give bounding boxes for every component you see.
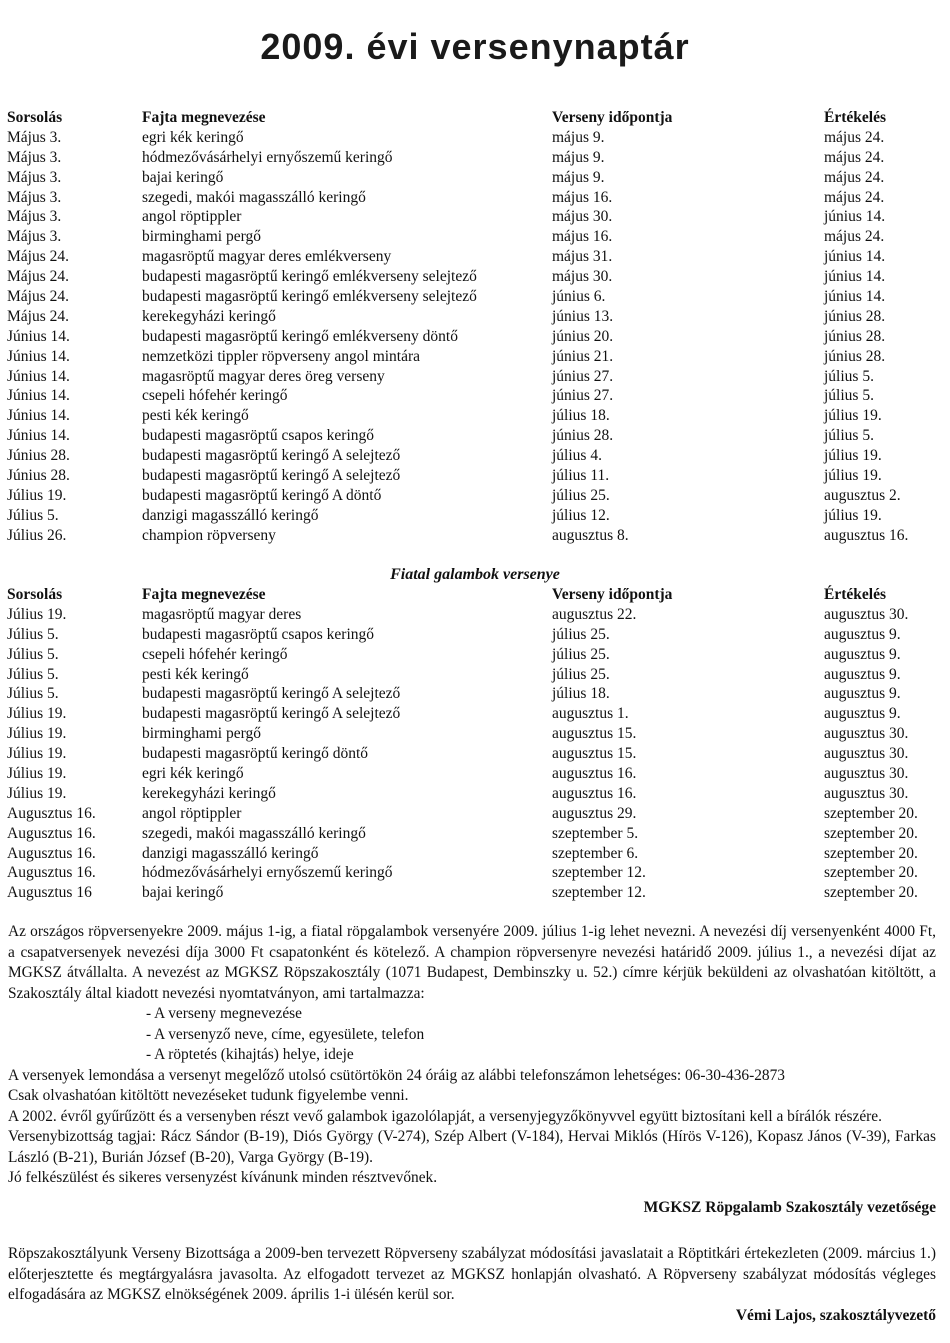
eval-date-cell: szeptember 20. [824, 884, 918, 902]
race-date-cell: augusztus 16. [552, 784, 637, 802]
eval-date-cell: június 14. [824, 268, 886, 286]
eval-date-cell: május 24. [824, 128, 885, 146]
race-date-cell: augusztus 1. [552, 705, 629, 723]
signature-board: MGKSZ Röpgalamb Szakosztály vezetősége [643, 1199, 936, 1216]
eval-date-cell: július 19. [824, 407, 882, 425]
table-row [0, 367, 950, 387]
race-date-cell: május 9. [552, 128, 605, 146]
eval-date-cell: június 28. [824, 347, 886, 365]
signature-leader: Vémi Lajos, szakosztályvezető [735, 1307, 936, 1324]
draw-date-cell: Június 14. [7, 427, 70, 445]
cancellation-paragraph: A versenyek lemondása a versenyt megelőző utolsó csütörtökön 24 óráig az alábbi telefonszámon lehetséges: 06-30-436-2873 [8, 1066, 786, 1084]
eval-date-cell: szeptember 20. [824, 824, 918, 842]
header-date: Verseny időpontja [552, 586, 673, 603]
eval-date-cell: június 14. [824, 248, 886, 266]
eval-date-cell: augusztus 9. [824, 685, 901, 703]
type-cell: magasröptű magyar deres [142, 605, 302, 623]
race-date-cell: július 25. [552, 665, 610, 683]
race-date-cell: június 28. [552, 427, 614, 445]
draw-date-cell: Augusztus 16 [7, 884, 92, 902]
eval-date-cell: augusztus 9. [824, 705, 901, 723]
race-date-cell: július 11. [552, 467, 610, 485]
page-title: 2009. évi versenynaptár [260, 26, 690, 67]
eval-date-cell: július 5. [824, 387, 874, 405]
race-date-cell: július 12. [552, 506, 610, 524]
draw-date-cell: Június 14. [7, 367, 70, 385]
draw-date-cell: Május 3. [7, 208, 62, 226]
draw-date-cell: Július 19. [7, 486, 67, 504]
eval-date-cell: június 14. [824, 288, 886, 306]
race-date-cell: május 30. [552, 268, 613, 286]
eval-date-cell: július 19. [824, 467, 882, 485]
type-cell: birminghami pergő [142, 725, 261, 743]
type-cell: budapesti magasröptű keringő A döntő [142, 486, 382, 504]
table-row [0, 844, 950, 864]
table-row [0, 883, 950, 903]
draw-date-cell: Július 19. [7, 765, 67, 783]
table-row [0, 684, 950, 704]
type-cell: budapesti magasröptű keringő döntő [142, 745, 368, 763]
rules-paragraph: Röpszakosztályunk Verseny Bizottsága a 2009-ben tervezett Röpverseny szabályzat módosítási javaslatait a Röptitkári értekezleten (2009. március 1.) előterjesztette és megtárgyalásra javasolta. Az elfogadott tervezet az MGKSZ honlapján olvasható. A Röpverseny szabályzat módosítás végleges elfogadására az MGKSZ elnökségének 2009. április 1-i ülésén kerül sor. [8, 1245, 936, 1303]
eval-date-cell: május 24. [824, 168, 885, 186]
type-cell: angol röptippler [142, 208, 242, 226]
table-row [0, 863, 950, 883]
type-cell: bajai keringő [142, 884, 224, 902]
entry-paragraph: Az országos röpversenyekre 2009. május 1-ig, a fiatal röpgalambok versenyére 2009. július 1-ig lehet nevezni. A nevezési díj versenyenként 4000 Ft, a csapatversenyek nevezési díja 3000 Ft csapatonként és kötelező. A champion röpversenyre nevezési határidő 2009. július 1., a nevezési díjat az MGKSZ átvállalta. A nevezést az MGKSZ Röpszakosztály (1071 Budapest, Dembinszky u. 52.) címre kérjük beküldeni az olvashatóan kitöltött, a Szakosztály által kiadott nevezési nyomtatványon, ami tartalmazza: [8, 923, 936, 1002]
type-cell: csepeli hófehér keringő [142, 645, 288, 663]
draw-date-cell: Május 3. [7, 168, 62, 186]
eval-date-cell: augusztus 30. [824, 725, 909, 743]
eval-date-cell: augusztus 30. [824, 784, 909, 802]
draw-date-cell: Július 5. [7, 625, 59, 643]
eval-date-cell: június 14. [824, 208, 886, 226]
draw-date-cell: Augusztus 16. [7, 804, 96, 822]
draw-date-cell: Június 14. [7, 407, 70, 425]
type-cell: szegedi, makói magasszálló keringő [142, 824, 366, 842]
eval-date-cell: július 5. [824, 427, 874, 445]
draw-date-cell: Július 26. [7, 526, 67, 544]
eval-date-cell: augusztus 9. [824, 665, 901, 683]
type-cell: budapesti magasröptű keringő emlékverseny selejtező [142, 288, 477, 306]
type-cell: budapesti magasröptű keringő A selejtező [142, 685, 401, 703]
draw-date-cell: Június 14. [7, 347, 70, 365]
table-row [0, 724, 950, 744]
eval-date-cell: május 24. [824, 188, 885, 206]
table-row [0, 446, 950, 466]
rules-paragraph-block [8, 1244, 936, 1306]
entry-list-item: - A verseny megnevezése [146, 1005, 302, 1022]
draw-date-cell: Május 24. [7, 248, 69, 266]
type-cell: pesti kék keringő [142, 665, 249, 683]
race-date-cell: augusztus 22. [552, 605, 637, 623]
table-row [0, 168, 950, 188]
table-row [0, 486, 950, 506]
draw-date-cell: Június 14. [7, 327, 70, 345]
table-row [0, 247, 950, 267]
table-header [0, 108, 950, 128]
header-date: Verseny időpontja [552, 109, 673, 126]
table-row [0, 824, 950, 844]
table-row [0, 426, 950, 446]
race-date-cell: július 25. [552, 486, 610, 504]
section-title-young-pigeons: Fiatal galambok versenye [390, 566, 560, 583]
notes-block [8, 922, 936, 1189]
race-date-cell: május 30. [552, 208, 613, 226]
eval-date-cell: augusztus 30. [824, 605, 909, 623]
table-row [0, 506, 950, 526]
type-cell: danzigi magasszálló keringő [142, 506, 319, 524]
wishes-paragraph: Jó felkészülést és sikeres versenyzést kívánunk minden résztvevőnek. [8, 1169, 438, 1186]
header-draw: Sorsolás [7, 109, 63, 126]
draw-date-cell: Május 3. [7, 148, 62, 166]
table-row [0, 466, 950, 486]
draw-date-cell: Július 19. [7, 745, 67, 763]
type-cell: csepeli hófehér keringő [142, 387, 288, 405]
draw-date-cell: Augusztus 16. [7, 824, 96, 842]
race-date-cell: július 4. [552, 447, 602, 465]
type-cell: hódmezővásárhelyi ernyőszemű keringő [142, 864, 393, 882]
table-row [0, 625, 950, 645]
eval-date-cell: május 24. [824, 228, 885, 246]
table-row [0, 227, 950, 247]
race-date-cell: szeptember 12. [552, 864, 646, 882]
race-date-cell: május 9. [552, 168, 605, 186]
draw-date-cell: Július 5. [7, 665, 59, 683]
table-row [0, 307, 950, 327]
table-row [0, 207, 950, 227]
draw-date-cell: Június 28. [7, 447, 70, 465]
eval-date-cell: augusztus 30. [824, 765, 909, 783]
header-type: Fajta megnevezése [142, 109, 266, 126]
type-cell: szegedi, makói magasszálló keringő [142, 188, 366, 206]
table-row [0, 327, 950, 347]
race-date-cell: augusztus 15. [552, 725, 637, 743]
entry-list-item: - A versenyző neve, címe, egyesülete, telefon [146, 1025, 425, 1043]
race-date-cell: július 18. [552, 685, 610, 703]
table-row [0, 764, 950, 784]
type-cell: magasröptű magyar deres emlékverseny [142, 248, 392, 266]
draw-date-cell: Július 19. [7, 784, 67, 802]
eval-date-cell: augusztus 16. [824, 526, 909, 544]
eval-date-cell: szeptember 20. [824, 804, 918, 822]
eval-date-cell: augusztus 30. [824, 745, 909, 763]
entry-list-item: - A röptetés (kihajtás) helye, ideje [146, 1046, 354, 1063]
table-row [0, 188, 950, 208]
header-type: Fajta megnevezése [142, 586, 266, 603]
table-row [0, 784, 950, 804]
race-date-cell: szeptember 12. [552, 884, 646, 902]
table-row [0, 347, 950, 367]
type-cell: budapesti magasröptű csapos keringő [142, 625, 375, 643]
draw-date-cell: Május 3. [7, 128, 62, 146]
type-cell: budapesti magasröptű keringő emlékverseny selejtező [142, 268, 477, 286]
eval-date-cell: augusztus 9. [824, 625, 901, 643]
race-date-cell: június 20. [552, 327, 614, 345]
race-date-cell: június 6. [552, 288, 606, 306]
eval-date-cell: szeptember 20. [824, 844, 918, 862]
type-cell: champion röpverseny [142, 526, 276, 544]
race-date-cell: június 27. [552, 387, 614, 405]
race-date-cell: június 13. [552, 307, 614, 325]
committee-paragraph: Versenybizottság tagjai: Rácz Sándor (B-19), Diós György (V-274), Szép Albert (V-184), Hervai Miklós (Hírös V-126), Kopasz János (V-39), Farkas László (B-21), Burián József (B-20), Varga György (B-19). [8, 1128, 936, 1166]
header-draw: Sorsolás [7, 586, 63, 603]
type-cell: budapesti magasröptű keringő A selejtező [142, 447, 401, 465]
race-date-cell: augusztus 8. [552, 526, 629, 544]
table-row [0, 128, 950, 148]
draw-date-cell: Július 19. [7, 705, 67, 723]
type-cell: budapesti magasröptű keringő A selejtező [142, 467, 401, 485]
table-row [0, 406, 950, 426]
type-cell: egri kék keringő [142, 128, 244, 146]
draw-date-cell: Augusztus 16. [7, 844, 96, 862]
table-row [0, 605, 950, 625]
table-row [0, 526, 950, 546]
table-row [0, 744, 950, 764]
race-date-cell: augusztus 15. [552, 745, 637, 763]
race-date-cell: május 31. [552, 248, 613, 266]
draw-date-cell: Július 5. [7, 506, 59, 524]
table-row [0, 267, 950, 287]
type-cell: hódmezővásárhelyi ernyőszemű keringő [142, 148, 393, 166]
draw-date-cell: Július 5. [7, 685, 59, 703]
draw-date-cell: Június 28. [7, 467, 70, 485]
race-date-cell: augusztus 29. [552, 804, 637, 822]
type-cell: kerekegyházi keringő [142, 784, 276, 802]
draw-date-cell: Június 14. [7, 387, 70, 405]
type-cell: budapesti magasröptű csapos keringő [142, 427, 375, 445]
type-cell: magasröptű magyar deres öreg verseny [142, 367, 385, 385]
type-cell: kerekegyházi keringő [142, 307, 276, 325]
type-cell: nemzetközi tippler röpverseny angol mintára [142, 347, 421, 365]
race-date-cell: május 9. [552, 148, 605, 166]
eval-date-cell: június 28. [824, 327, 886, 345]
draw-date-cell: Július 5. [7, 645, 59, 663]
eval-date-cell: július 19. [824, 447, 882, 465]
draw-date-cell: Május 24. [7, 268, 69, 286]
table-row [0, 386, 950, 406]
eval-date-cell: július 5. [824, 367, 874, 385]
race-date-cell: július 18. [552, 407, 610, 425]
header-eval: Értékelés [824, 586, 886, 603]
race-date-cell: szeptember 6. [552, 844, 639, 862]
race-date-cell: július 25. [552, 625, 610, 643]
race-date-cell: június 27. [552, 367, 614, 385]
type-cell: bajai keringő [142, 168, 224, 186]
race-date-cell: június 21. [552, 347, 614, 365]
eval-date-cell: szeptember 20. [824, 864, 918, 882]
race-date-cell: május 16. [552, 188, 613, 206]
schedule-table-adult [0, 108, 950, 546]
type-cell: budapesti magasröptű keringő A selejtező [142, 705, 401, 723]
race-date-cell: szeptember 5. [552, 824, 639, 842]
readability-paragraph: Csak olvashatóan kitöltött nevezéseket tudunk figyelembe venni. [8, 1087, 409, 1104]
eval-date-cell: augusztus 9. [824, 645, 901, 663]
eval-date-cell: július 19. [824, 506, 882, 524]
table-row [0, 704, 950, 724]
table-row [0, 148, 950, 168]
race-date-cell: május 16. [552, 228, 613, 246]
draw-date-cell: Augusztus 16. [7, 864, 96, 882]
eval-date-cell: június 28. [824, 307, 886, 325]
type-cell: pesti kék keringő [142, 407, 249, 425]
table-row [0, 804, 950, 824]
table-row [0, 287, 950, 307]
table-header [0, 585, 950, 605]
schedule-table-young [0, 585, 950, 903]
draw-date-cell: Május 24. [7, 307, 69, 325]
draw-date-cell: Július 19. [7, 725, 67, 743]
type-cell: danzigi magasszálló keringő [142, 844, 319, 862]
table-row [0, 665, 950, 685]
race-date-cell: augusztus 16. [552, 765, 637, 783]
draw-date-cell: Május 3. [7, 188, 62, 206]
header-eval: Értékelés [824, 109, 886, 126]
type-cell: egri kék keringő [142, 765, 244, 783]
draw-date-cell: Május 24. [7, 288, 69, 306]
draw-date-cell: Május 3. [7, 228, 62, 246]
certificate-paragraph: A 2002. évről gyűrűzött és a versenyben részt vevő galambok igazolólapját, a versenyjegyzőkönyvvel együtt biztosítani kell a bírálók részére. [8, 1107, 882, 1125]
type-cell: birminghami pergő [142, 228, 261, 246]
type-cell: budapesti magasröptű keringő emlékverseny döntő [142, 327, 458, 345]
race-date-cell: július 25. [552, 645, 610, 663]
type-cell: angol röptippler [142, 804, 242, 822]
draw-date-cell: Július 19. [7, 605, 67, 623]
eval-date-cell: május 24. [824, 148, 885, 166]
eval-date-cell: augusztus 2. [824, 486, 901, 504]
table-row [0, 645, 950, 665]
